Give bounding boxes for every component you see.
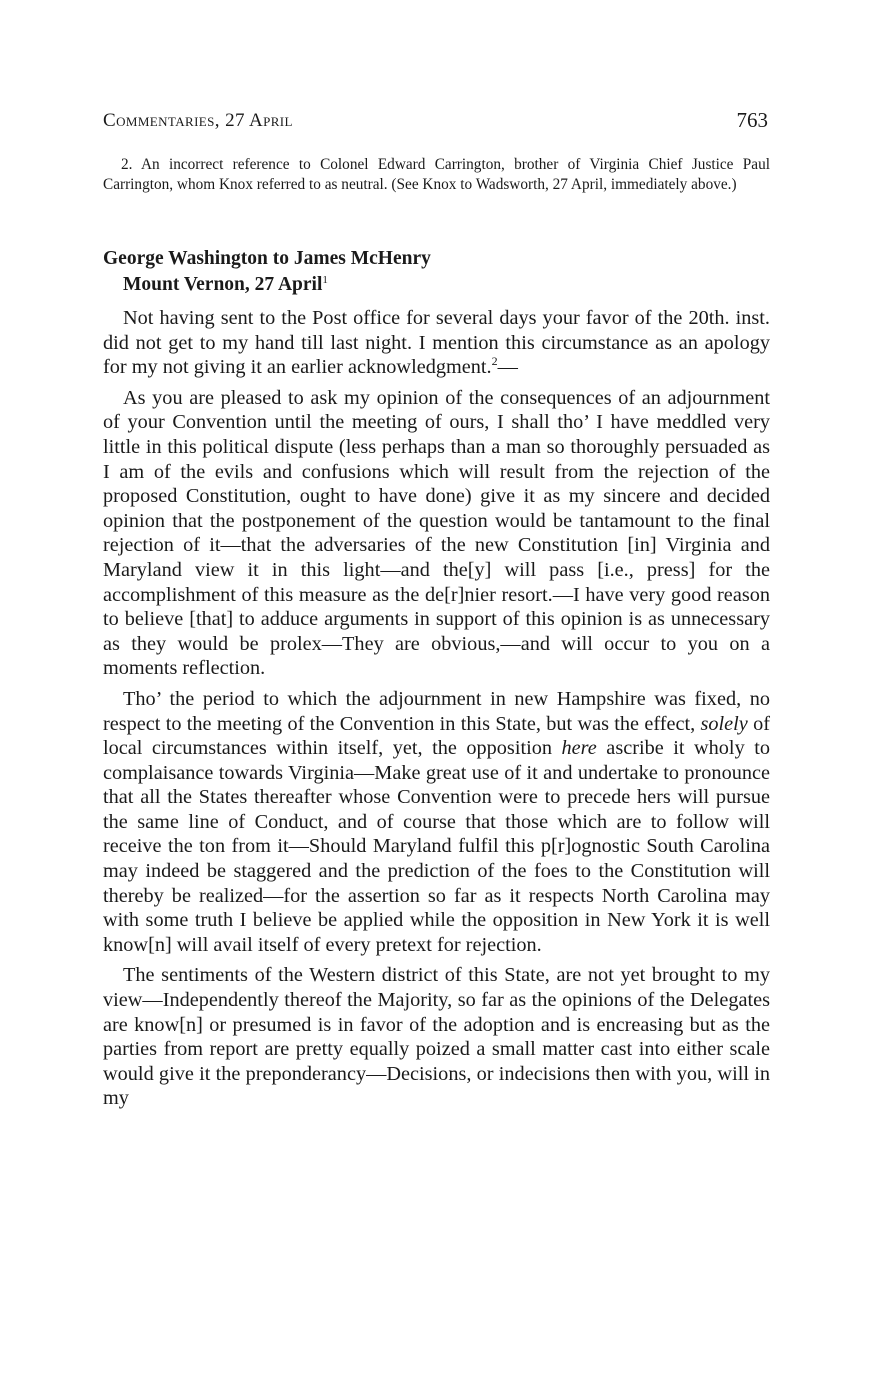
document-heading [103, 246, 770, 298]
running-title: Commentaries, 27 April [103, 110, 293, 131]
page-number: 763 [736, 108, 768, 132]
paragraph-3-part-3: ascribe it wholy to complaisance towards Virginia—Make great use of it and undertake to pronounce that all the States thereafter whose Convention were to precede hers will pursue the same line of Conduct, and of course that those which are to follow will receive the ton from it—Should Maryland fulfil this p[r]ognostic South Carolina may indeed be staggered and the prediction of the foes to the Constitution will thereby be realized—for the assertion so far as it respects North Carolina may with some truth I believe be applied while the opposition in New York it is well know[n] will avail itself of every pretext for rejection. [103, 737, 770, 956]
heading-line-2 [103, 272, 770, 298]
paragraph-4: The sentiments of the Western district of this State, are not yet brought to my view—Independently thereof the Majority, so far as the opinions of the Delegates are know[n] or presumed is in favor of the adoption and is encreasing but as the parties from report are pretty equally poized a small matter cast into either scale would give it the preponderancy—Decisions, or indecisions then with you, will in my [103, 964, 770, 1110]
paragraph-2: As you are pleased to ask my opinion of the consequences of an adjournment of your Convention until the meeting of ours, I shall tho’ I have meddled very little in this political dispute (less perhaps than a man so thoroughly persuaded as I am of the evils and confusions which will result from the rejection of the proposed Constitution, ought to have done) give it as my sincere and decided opinion that the postponement of the question would be tantamount to the final rejection of it—that the adversaries of the new Constitution [in] Virginia and Maryland view it in this light—and the[y] will pass [i.e., press] for the accomplishment of this measure as the de[r]nier resort.—I have very good reason to believe [that] to adduce arguments in support of this opinion is as unnecessary as they would be prolex—They are obvious,—and will occur to you on a moments reflection. [103, 386, 770, 680]
paragraph-3-italic-here: here [561, 737, 597, 760]
paragraph-3 [103, 687, 770, 958]
heading-place-date: Mount Vernon, 27 April [123, 274, 323, 295]
paragraph-3-italic-solely: solely [700, 712, 748, 735]
heading-line-1: George Washington to James McHenry [103, 248, 431, 269]
letter-body [103, 306, 770, 1117]
paragraph-1 [103, 306, 770, 380]
running-head [103, 110, 768, 140]
paragraph-1-text: Not having sent to the Post office for several days your favor of the 20th. inst. did not get to my hand till last night. I mention this circumstance as an apology for my not giving it an earlier acknowledgment. [103, 307, 770, 379]
footnote-text: 2. An incorrect reference to Colonel Edward Carrington, brother of Virginia Chief Justice Paul Carrington, whom Knox referred to as neutral. (See Knox to Wadsworth, 27 April, immediately above.) [103, 156, 770, 193]
paragraph-3-part-2: of local circumstances within itself, yet, the opposition [103, 712, 770, 760]
paragraph-3-part-1: Tho’ the period to which the adjournment in new Hampshire was fixed, no respect to the meeting of the Convention in this State, but was the effect, [103, 687, 770, 735]
footnote [103, 155, 770, 194]
paragraph-1-dash: — [497, 356, 518, 379]
paragraph-1-note-ref: 2 [491, 354, 498, 369]
heading-note-ref: 1 [322, 274, 328, 286]
